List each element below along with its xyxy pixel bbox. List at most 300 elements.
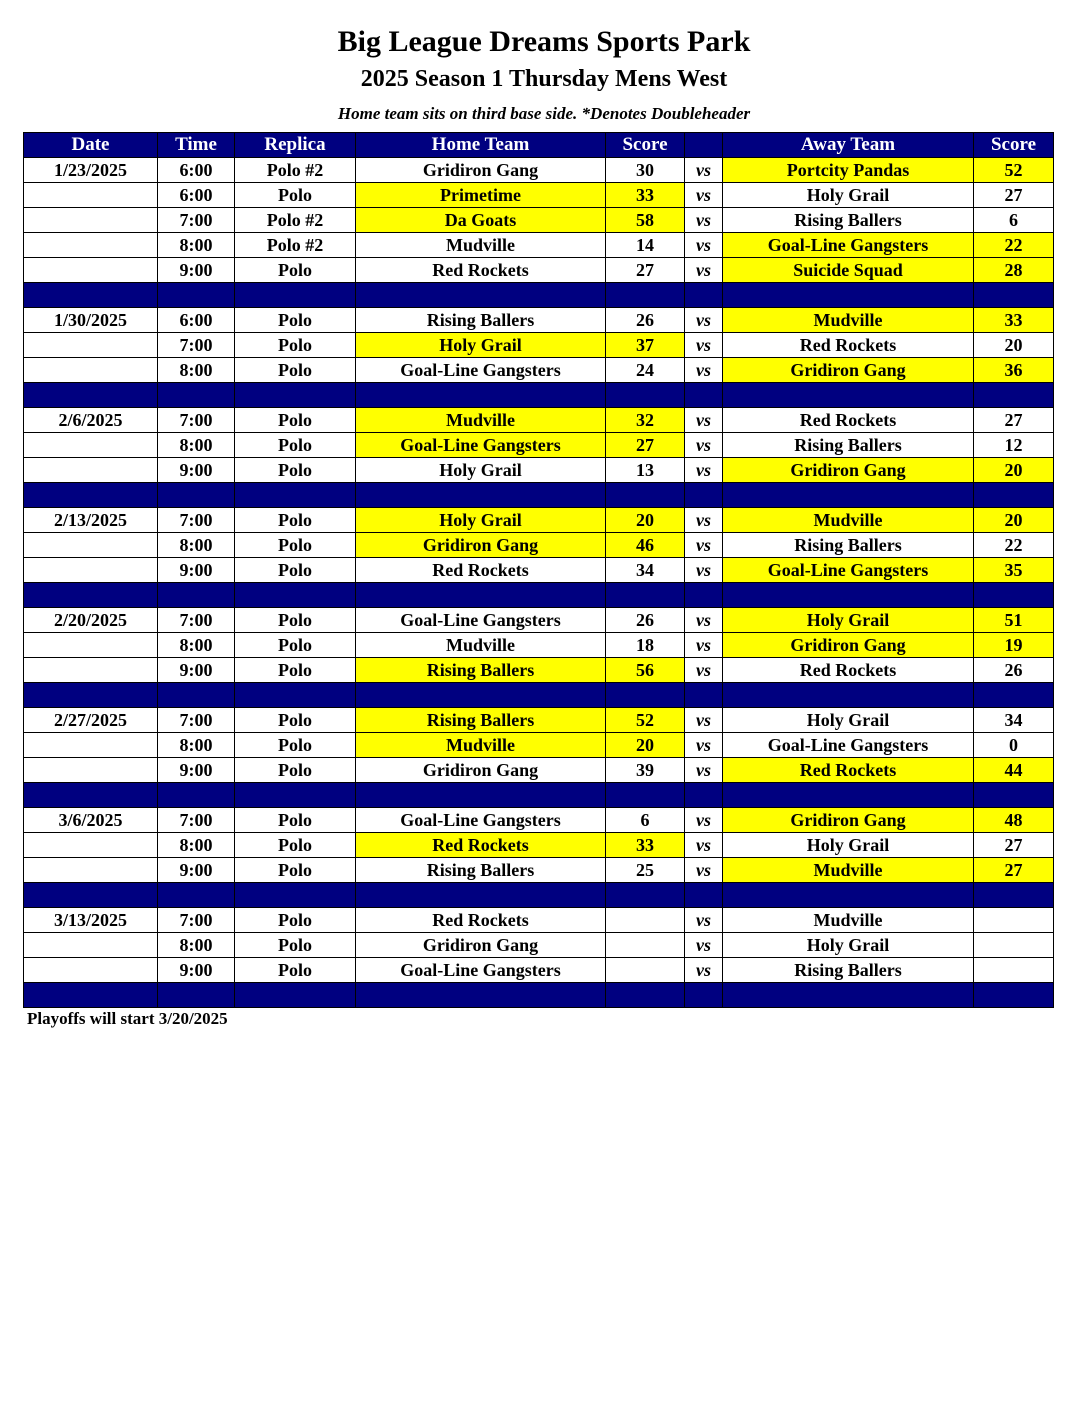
home-score-cell: 58	[606, 208, 685, 233]
separator-cell	[356, 783, 606, 808]
home-score-cell: 37	[606, 333, 685, 358]
away-score-cell	[974, 958, 1054, 983]
vs-cell: vs	[685, 708, 723, 733]
schedule-table	[23, 132, 1054, 1008]
column-header-vs	[685, 133, 723, 158]
home-team-cell: Rising Ballers	[356, 308, 606, 333]
home-team-cell: Holy Grail	[356, 508, 606, 533]
time-cell: 7:00	[158, 408, 235, 433]
column-header-away-score: Score	[974, 133, 1054, 158]
separator-cell	[606, 783, 685, 808]
vs-cell: vs	[685, 833, 723, 858]
time-cell: 9:00	[158, 658, 235, 683]
away-score-cell	[974, 908, 1054, 933]
replica-cell: Polo	[235, 508, 356, 533]
table-row	[24, 158, 1054, 183]
separator-cell	[158, 283, 235, 308]
replica-cell: Polo	[235, 533, 356, 558]
vs-cell: vs	[685, 733, 723, 758]
separator-cell	[235, 983, 356, 1008]
date-cell: 2/13/2025	[24, 508, 158, 533]
separator-cell	[685, 283, 723, 308]
away-score-cell: 27	[974, 183, 1054, 208]
table-row	[24, 958, 1054, 983]
vs-cell: vs	[685, 208, 723, 233]
away-team-cell: Portcity Pandas	[723, 158, 974, 183]
separator-cell	[974, 283, 1054, 308]
replica-cell: Polo #2	[235, 158, 356, 183]
playoffs-note: Playoffs will start 3/20/2025	[27, 1009, 228, 1028]
home-team-cell: Red Rockets	[356, 558, 606, 583]
away-score-cell: 33	[974, 308, 1054, 333]
separator-cell	[356, 383, 606, 408]
home-score-cell: 32	[606, 408, 685, 433]
vs-cell: vs	[685, 508, 723, 533]
home-score-cell: 27	[606, 433, 685, 458]
replica-cell: Polo	[235, 833, 356, 858]
away-score-cell: 27	[974, 408, 1054, 433]
date-cell	[24, 233, 158, 258]
week-separator-row	[24, 483, 1054, 508]
away-score-cell: 35	[974, 558, 1054, 583]
date-cell	[24, 208, 158, 233]
away-team-cell: Gridiron Gang	[723, 633, 974, 658]
replica-cell: Polo	[235, 858, 356, 883]
table-row	[24, 408, 1054, 433]
home-score-cell	[606, 958, 685, 983]
separator-cell	[723, 583, 974, 608]
vs-cell: vs	[685, 183, 723, 208]
time-cell: 7:00	[158, 333, 235, 358]
vs-cell: vs	[685, 758, 723, 783]
separator-cell	[723, 883, 974, 908]
replica-cell: Polo	[235, 358, 356, 383]
home-score-cell: 20	[606, 508, 685, 533]
schedule-note: Home team sits on third base side. *Denotes Doubleheader	[337, 104, 751, 123]
separator-cell	[723, 483, 974, 508]
home-team-cell: Gridiron Gang	[356, 533, 606, 558]
separator-cell	[235, 483, 356, 508]
replica-cell: Polo	[235, 733, 356, 758]
home-team-cell: Goal-Line Gangsters	[356, 608, 606, 633]
time-cell: 7:00	[158, 808, 235, 833]
separator-cell	[974, 383, 1054, 408]
away-team-cell: Red Rockets	[723, 658, 974, 683]
table-row	[24, 208, 1054, 233]
separator-cell	[24, 283, 158, 308]
vs-cell: vs	[685, 408, 723, 433]
table-header-row	[24, 133, 1054, 158]
separator-cell	[24, 483, 158, 508]
table-row	[24, 833, 1054, 858]
vs-cell: vs	[685, 158, 723, 183]
replica-cell: Polo	[235, 558, 356, 583]
vs-cell: vs	[685, 808, 723, 833]
home-score-cell	[606, 933, 685, 958]
home-team-cell: Goal-Line Gangsters	[356, 808, 606, 833]
away-team-cell: Rising Ballers	[723, 433, 974, 458]
separator-cell	[974, 883, 1054, 908]
time-cell: 7:00	[158, 908, 235, 933]
vs-cell: vs	[685, 458, 723, 483]
table-row	[24, 433, 1054, 458]
home-score-cell: 24	[606, 358, 685, 383]
table-row	[24, 508, 1054, 533]
table-row	[24, 608, 1054, 633]
away-score-cell: 51	[974, 608, 1054, 633]
date-cell	[24, 358, 158, 383]
time-cell: 7:00	[158, 208, 235, 233]
away-score-cell: 20	[974, 458, 1054, 483]
home-score-cell: 20	[606, 733, 685, 758]
away-team-cell: Holy Grail	[723, 933, 974, 958]
home-score-cell: 56	[606, 658, 685, 683]
date-cell	[24, 758, 158, 783]
column-header-time: Time	[158, 133, 235, 158]
table-row	[24, 708, 1054, 733]
away-team-cell: Holy Grail	[723, 708, 974, 733]
table-row	[24, 858, 1054, 883]
separator-cell	[158, 783, 235, 808]
date-cell: 3/6/2025	[24, 808, 158, 833]
away-team-cell: Goal-Line Gangsters	[723, 233, 974, 258]
home-team-cell: Rising Ballers	[356, 708, 606, 733]
separator-cell	[158, 483, 235, 508]
away-score-cell: 19	[974, 633, 1054, 658]
away-score-cell: 48	[974, 808, 1054, 833]
home-team-cell: Gridiron Gang	[356, 758, 606, 783]
separator-cell	[685, 783, 723, 808]
time-cell: 6:00	[158, 158, 235, 183]
date-cell	[24, 658, 158, 683]
separator-cell	[723, 983, 974, 1008]
away-score-cell: 26	[974, 658, 1054, 683]
away-team-cell: Suicide Squad	[723, 258, 974, 283]
table-row	[24, 908, 1054, 933]
table-row	[24, 933, 1054, 958]
vs-cell: vs	[685, 358, 723, 383]
home-score-cell: 34	[606, 558, 685, 583]
replica-cell: Polo	[235, 408, 356, 433]
separator-cell	[356, 483, 606, 508]
date-cell	[24, 833, 158, 858]
replica-cell: Polo	[235, 608, 356, 633]
home-team-cell: Gridiron Gang	[356, 158, 606, 183]
away-team-cell: Holy Grail	[723, 608, 974, 633]
separator-cell	[606, 383, 685, 408]
time-cell: 9:00	[158, 258, 235, 283]
separator-cell	[235, 783, 356, 808]
replica-cell: Polo	[235, 708, 356, 733]
separator-cell	[723, 383, 974, 408]
time-cell: 8:00	[158, 533, 235, 558]
home-team-cell: Mudville	[356, 633, 606, 658]
date-cell	[24, 958, 158, 983]
time-cell: 6:00	[158, 183, 235, 208]
home-score-cell: 33	[606, 183, 685, 208]
home-team-cell: Rising Ballers	[356, 658, 606, 683]
vs-cell: vs	[685, 858, 723, 883]
separator-cell	[685, 383, 723, 408]
date-cell	[24, 533, 158, 558]
home-score-cell: 46	[606, 533, 685, 558]
separator-cell	[235, 283, 356, 308]
home-team-cell: Holy Grail	[356, 458, 606, 483]
separator-cell	[606, 883, 685, 908]
table-row	[24, 333, 1054, 358]
away-score-cell: 12	[974, 433, 1054, 458]
vs-cell: vs	[685, 308, 723, 333]
vs-cell: vs	[685, 933, 723, 958]
vs-cell: vs	[685, 558, 723, 583]
vs-cell: vs	[685, 958, 723, 983]
separator-cell	[158, 883, 235, 908]
away-score-cell: 34	[974, 708, 1054, 733]
replica-cell: Polo #2	[235, 233, 356, 258]
column-header-replica: Replica	[235, 133, 356, 158]
table-row	[24, 308, 1054, 333]
date-cell: 2/6/2025	[24, 408, 158, 433]
time-cell: 9:00	[158, 858, 235, 883]
table-row	[24, 758, 1054, 783]
home-team-cell: Goal-Line Gangsters	[356, 358, 606, 383]
time-cell: 8:00	[158, 933, 235, 958]
replica-cell: Polo	[235, 908, 356, 933]
away-team-cell: Red Rockets	[723, 408, 974, 433]
separator-cell	[685, 483, 723, 508]
table-row	[24, 183, 1054, 208]
table-row	[24, 358, 1054, 383]
home-team-cell: Goal-Line Gangsters	[356, 433, 606, 458]
replica-cell: Polo #2	[235, 208, 356, 233]
table-row	[24, 233, 1054, 258]
week-separator-row	[24, 383, 1054, 408]
separator-cell	[723, 683, 974, 708]
vs-cell: vs	[685, 658, 723, 683]
replica-cell: Polo	[235, 433, 356, 458]
away-score-cell: 22	[974, 533, 1054, 558]
table-row	[24, 808, 1054, 833]
separator-cell	[158, 983, 235, 1008]
replica-cell: Polo	[235, 658, 356, 683]
table-row	[24, 533, 1054, 558]
home-score-cell	[606, 908, 685, 933]
home-team-cell: Gridiron Gang	[356, 933, 606, 958]
separator-cell	[235, 683, 356, 708]
vs-cell: vs	[685, 533, 723, 558]
separator-cell	[235, 383, 356, 408]
separator-cell	[974, 483, 1054, 508]
home-score-cell: 25	[606, 858, 685, 883]
date-cell: 2/27/2025	[24, 708, 158, 733]
home-score-cell: 26	[606, 608, 685, 633]
replica-cell: Polo	[235, 808, 356, 833]
home-score-cell: 13	[606, 458, 685, 483]
away-team-cell: Holy Grail	[723, 833, 974, 858]
home-team-cell: Red Rockets	[356, 833, 606, 858]
replica-cell: Polo	[235, 183, 356, 208]
week-separator-row	[24, 283, 1054, 308]
away-score-cell: 22	[974, 233, 1054, 258]
separator-cell	[158, 583, 235, 608]
date-cell: 1/30/2025	[24, 308, 158, 333]
separator-cell	[235, 583, 356, 608]
date-cell	[24, 458, 158, 483]
separator-cell	[723, 283, 974, 308]
away-score-cell: 20	[974, 333, 1054, 358]
away-team-cell: Red Rockets	[723, 758, 974, 783]
away-team-cell: Gridiron Gang	[723, 358, 974, 383]
date-cell	[24, 258, 158, 283]
time-cell: 8:00	[158, 733, 235, 758]
time-cell: 8:00	[158, 358, 235, 383]
away-team-cell: Holy Grail	[723, 183, 974, 208]
vs-cell: vs	[685, 633, 723, 658]
date-cell	[24, 558, 158, 583]
separator-cell	[158, 383, 235, 408]
separator-cell	[606, 983, 685, 1008]
table-row	[24, 733, 1054, 758]
separator-cell	[685, 583, 723, 608]
time-cell: 8:00	[158, 433, 235, 458]
away-team-cell: Mudville	[723, 508, 974, 533]
column-header-home-score: Score	[606, 133, 685, 158]
time-cell: 8:00	[158, 633, 235, 658]
separator-cell	[356, 583, 606, 608]
page-title: Big League Dreams Sports Park	[337, 25, 751, 58]
separator-cell	[356, 983, 606, 1008]
time-cell: 8:00	[158, 233, 235, 258]
home-team-cell: Primetime	[356, 183, 606, 208]
separator-cell	[685, 883, 723, 908]
time-cell: 8:00	[158, 833, 235, 858]
home-team-cell: Mudville	[356, 233, 606, 258]
separator-cell	[685, 983, 723, 1008]
date-cell: 2/20/2025	[24, 608, 158, 633]
replica-cell: Polo	[235, 958, 356, 983]
vs-cell: vs	[685, 433, 723, 458]
separator-cell	[356, 883, 606, 908]
vs-cell: vs	[685, 608, 723, 633]
separator-cell	[235, 883, 356, 908]
time-cell: 7:00	[158, 608, 235, 633]
separator-cell	[24, 783, 158, 808]
separator-cell	[974, 783, 1054, 808]
separator-cell	[606, 683, 685, 708]
week-separator-row	[24, 683, 1054, 708]
separator-cell	[606, 283, 685, 308]
away-team-cell: Gridiron Gang	[723, 808, 974, 833]
week-separator-row	[24, 983, 1054, 1008]
replica-cell: Polo	[235, 333, 356, 358]
column-header-date: Date	[24, 133, 158, 158]
separator-cell	[24, 583, 158, 608]
replica-cell: Polo	[235, 633, 356, 658]
home-team-cell: Mudville	[356, 733, 606, 758]
date-cell: 3/13/2025	[24, 908, 158, 933]
date-cell: 1/23/2025	[24, 158, 158, 183]
away-team-cell: Rising Ballers	[723, 533, 974, 558]
separator-cell	[974, 983, 1054, 1008]
home-score-cell: 30	[606, 158, 685, 183]
home-team-cell: Red Rockets	[356, 258, 606, 283]
separator-cell	[974, 683, 1054, 708]
table-row	[24, 658, 1054, 683]
separator-cell	[158, 683, 235, 708]
away-score-cell: 44	[974, 758, 1054, 783]
table-row	[24, 458, 1054, 483]
home-score-cell: 33	[606, 833, 685, 858]
separator-cell	[723, 783, 974, 808]
date-cell	[24, 633, 158, 658]
away-score-cell: 52	[974, 158, 1054, 183]
column-header-home-team: Home Team	[356, 133, 606, 158]
away-team-cell: Mudville	[723, 308, 974, 333]
date-cell	[24, 433, 158, 458]
away-score-cell: 28	[974, 258, 1054, 283]
home-score-cell: 18	[606, 633, 685, 658]
schedule-body	[24, 158, 1054, 1008]
replica-cell: Polo	[235, 258, 356, 283]
home-score-cell: 6	[606, 808, 685, 833]
home-score-cell: 14	[606, 233, 685, 258]
away-score-cell: 20	[974, 508, 1054, 533]
vs-cell: vs	[685, 908, 723, 933]
date-cell	[24, 183, 158, 208]
week-separator-row	[24, 583, 1054, 608]
time-cell: 9:00	[158, 758, 235, 783]
away-team-cell: Goal-Line Gangsters	[723, 733, 974, 758]
separator-cell	[685, 683, 723, 708]
home-team-cell: Goal-Line Gangsters	[356, 958, 606, 983]
table-row	[24, 633, 1054, 658]
separator-cell	[24, 683, 158, 708]
home-score-cell: 39	[606, 758, 685, 783]
time-cell: 9:00	[158, 458, 235, 483]
away-score-cell: 0	[974, 733, 1054, 758]
home-team-cell: Mudville	[356, 408, 606, 433]
separator-cell	[24, 983, 158, 1008]
away-team-cell: Red Rockets	[723, 333, 974, 358]
home-score-cell: 52	[606, 708, 685, 733]
date-cell	[24, 733, 158, 758]
away-team-cell: Mudville	[723, 858, 974, 883]
time-cell: 9:00	[158, 558, 235, 583]
table-row	[24, 558, 1054, 583]
vs-cell: vs	[685, 233, 723, 258]
vs-cell: vs	[685, 333, 723, 358]
home-score-cell: 27	[606, 258, 685, 283]
replica-cell: Polo	[235, 308, 356, 333]
home-score-cell: 26	[606, 308, 685, 333]
away-score-cell	[974, 933, 1054, 958]
separator-cell	[356, 283, 606, 308]
date-cell	[24, 933, 158, 958]
time-cell: 9:00	[158, 958, 235, 983]
away-team-cell: Rising Ballers	[723, 958, 974, 983]
table-row	[24, 258, 1054, 283]
away-score-cell: 36	[974, 358, 1054, 383]
date-cell	[24, 333, 158, 358]
away-score-cell: 27	[974, 833, 1054, 858]
separator-cell	[24, 383, 158, 408]
time-cell: 7:00	[158, 708, 235, 733]
away-team-cell: Goal-Line Gangsters	[723, 558, 974, 583]
away-team-cell: Rising Ballers	[723, 208, 974, 233]
separator-cell	[24, 883, 158, 908]
away-team-cell: Gridiron Gang	[723, 458, 974, 483]
separator-cell	[974, 583, 1054, 608]
